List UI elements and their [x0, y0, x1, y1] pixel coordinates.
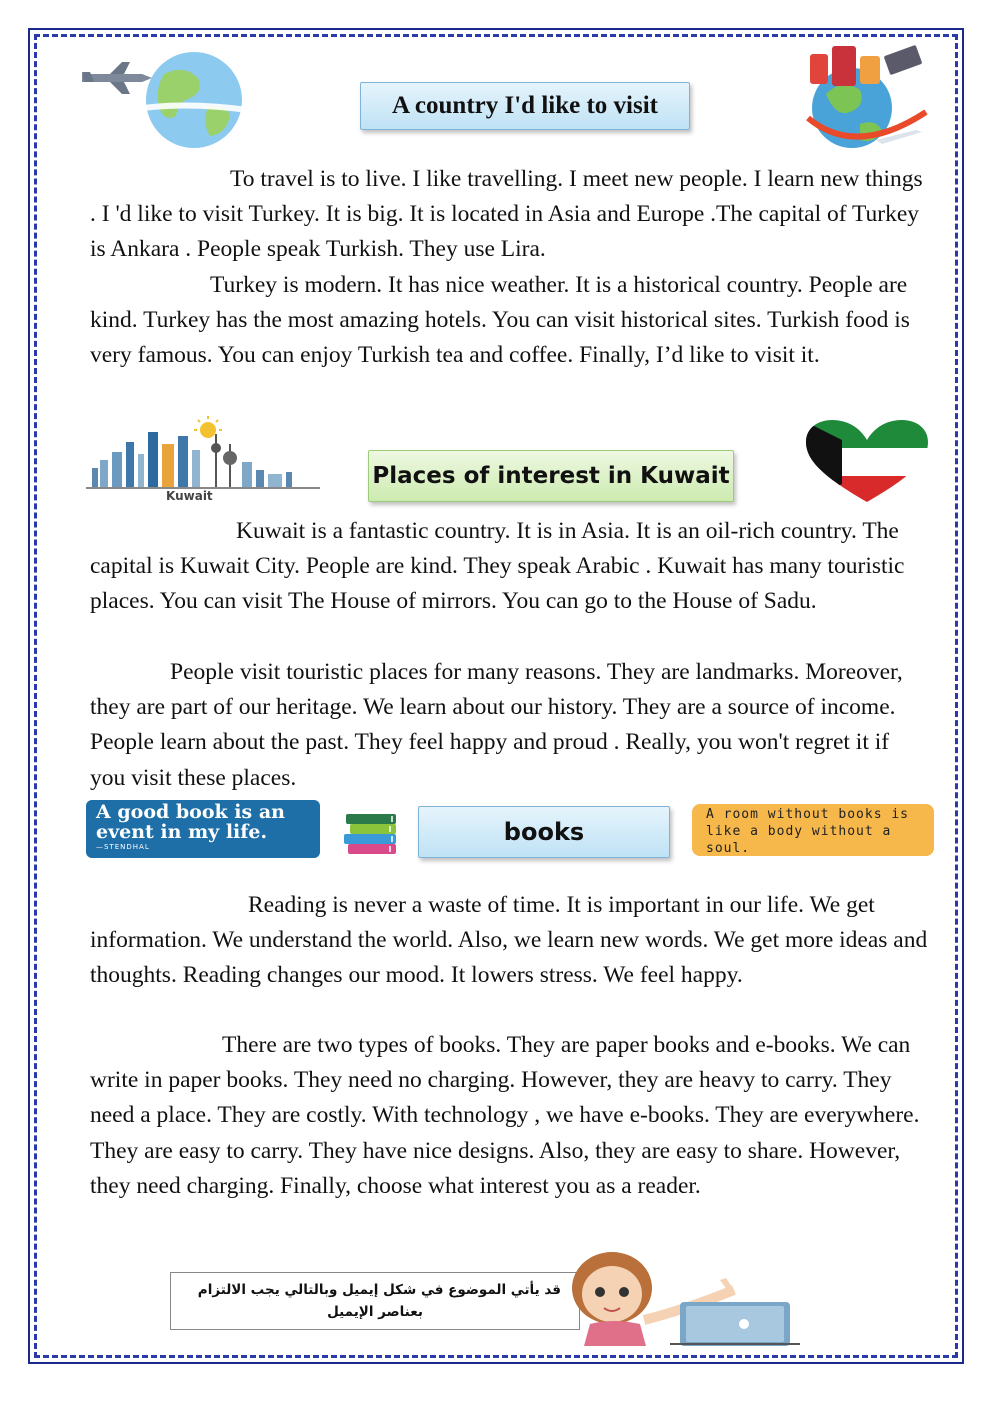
travel-globe-luggage-icon: [786, 44, 934, 154]
arabic-note-line-1: قد يأتي الموضوع في شكل إيميل وبالتالي يجب الالتزام: [197, 1282, 561, 1298]
section3-title: books: [418, 806, 670, 858]
quote-good-book: [86, 800, 320, 858]
kuwait-flag-heart-icon: [802, 420, 932, 504]
girl-with-laptop-illustration: [560, 1244, 810, 1346]
quote-good-book-attribution: —STENDHAL: [96, 843, 150, 851]
section3-p2-text: There are two types of books. They are paper books and e-books. We can write in paper books. They need no charging. However, they are heavy to carry. They need a place. They are costly. With technology , we have e-books. They are everywhere. They are easy to carry. They have nice designs. Also, they are easy to share. However, they need charging. Finally, choose what interest you as a reader.: [90, 1032, 920, 1199]
section2-p2-text: People visit touristic places for many reasons. They are landmarks. Moreover, they are part of our heritage. We learn about our history. They are a source of income. People learn about the past. They feel happy and proud . Really, you won't regret it if you visit these places.: [90, 659, 903, 791]
section1-title: A country I'd like to visit: [360, 82, 690, 130]
section2-paragraph-1: [90, 514, 930, 620]
section3-paragraph-1: [90, 888, 930, 994]
section1-p2-text: Turkey is modern. It has nice weather. It is a historical country. People are kind. Turkey has the most amazing hotels. You can visit historical sites. Turkish food is very famous. You can enjoy Turkish tea and coffee. Finally, I’d like to visit it.: [90, 272, 910, 369]
section1-paragraph-1: [90, 162, 930, 268]
section2-paragraph-2: [90, 655, 930, 796]
section2-p1-text: Kuwait is a fantastic country. It is in Asia. It is an oil-rich country. The capital is Kuwait City. People are kind. They speak Arabic . Kuwait has many touristic places. You can visit The House of mirrors. You can go to the House of Sadu.: [90, 518, 905, 615]
section1-paragraph-2: [90, 268, 930, 374]
arabic-note-box: [170, 1272, 580, 1330]
kuwait-skyline-icon: [86, 414, 320, 504]
skyline-label: Kuwait: [166, 489, 213, 503]
quote-room-without-books: A room without books is like a body without a soul.: [692, 804, 934, 856]
globe-plane-icon: [78, 44, 260, 150]
section1-p1-text: To travel is to live. I like travelling. I meet new people. I learn new things . I 'd like to visit Turkey. It is big. It is located in Asia and Europe .The capital of Turkey is Ankara . People speak Turkish. They use Lira.: [90, 166, 923, 263]
section2-title: Places of interest in Kuwait: [368, 450, 734, 502]
quote-good-book-text: A good book is an event in my life.: [96, 801, 285, 843]
section3-paragraph-2: [90, 1028, 930, 1204]
section3-p1-text: Reading is never a waste of time. It is important in our life. We get information. We understand the world. Also, we learn new words. We get more ideas and thoughts. Reading changes our mood. It lowers stress. We feel happy.: [90, 892, 928, 989]
book-stack-icon: [340, 806, 404, 858]
arabic-note-line-2: بعناصر الإيميل: [327, 1304, 423, 1320]
